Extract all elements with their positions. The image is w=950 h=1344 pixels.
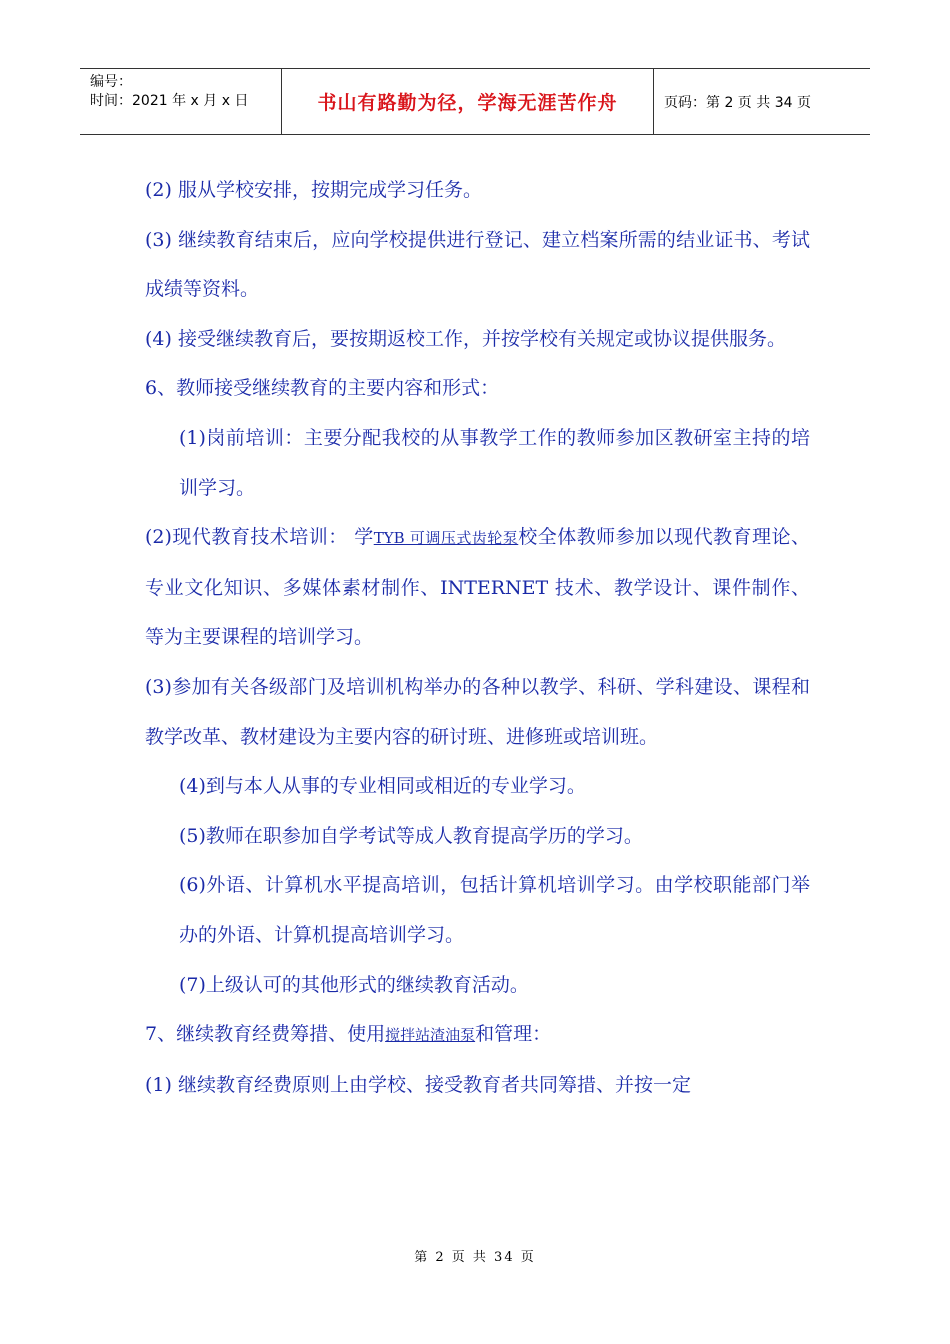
paragraph: (2) 服从学校安排，按期完成学习任务。 [145, 179, 482, 201]
time-label: 时间：2021 年 x 月 x 日 [90, 93, 249, 109]
paragraph: (1) 继续教育经费原则上由学校、接受教育者共同筹措、并按一定 [145, 1073, 691, 1096]
paragraph-text: 7、继续教育经费筹措、使用 [145, 1023, 386, 1046]
header-motto: 书山有路勤为径，学海无涯苦作舟 [317, 92, 618, 114]
paragraph: (3)参加有关各级部门及培训机构举办的各种以教学、科研、学科建设、课程和教学改革、教材建设为主要内容的研讨班、进修班或培训班。 [145, 675, 810, 748]
paragraph-text: (2)现代教育技术培训： 学 [145, 526, 374, 549]
section-heading: 6、教师接受继续教育的主要内容和形式： [145, 377, 500, 400]
page-footer: 第 2 页 共 34 页 [414, 1250, 536, 1265]
paragraph-text: 和管理： [475, 1023, 552, 1046]
header-page-info: 页码：第 2 页 共 34 页 [664, 94, 811, 111]
document-body [145, 166, 810, 1110]
header-motto-cell [282, 69, 654, 134]
paragraph-text: 校全体教师参加以现代教育理论、专业文化知识、多媒体素材制作、INTERNET 技术、教学设计、课件制作、等为主要课程的培训学习。 [145, 526, 810, 649]
inline-link[interactable]: 搅拌站渣油泵 [385, 1026, 476, 1045]
header-meta [80, 69, 282, 134]
paragraph: (5)教师在职参加自学考试等成人教育提高学历的学习。 [179, 824, 643, 847]
paragraph [145, 513, 810, 663]
paragraph: (6)外语、计算机水平提高培训，包括计算机培训学习。由学校职能部门举办的外语、计算机提高培训学习。 [179, 874, 810, 946]
inline-link[interactable]: TYB 可调压式齿轮泵 [373, 529, 519, 548]
section-heading [145, 1010, 810, 1061]
paragraph: (1)岗前培训：主要分配我校的从事教学工作的教师参加区教研室主持的培训学习。 [179, 426, 810, 499]
number-label: 编号： [90, 74, 132, 90]
paragraph: (4) 接受继续教育后，要按期返校工作，并按学校有关规定或协议提供服务。 [145, 327, 786, 350]
paragraph: (7)上级认可的其他形式的继续教育活动。 [179, 973, 529, 996]
page-header [80, 68, 870, 135]
paragraph: (4)到与本人从事的专业相同或相近的专业学习。 [179, 775, 586, 798]
paragraph: (3) 继续教育结束后，应向学校提供进行登记、建立档案所需的结业证书、考试成绩等资料。 [145, 228, 810, 301]
